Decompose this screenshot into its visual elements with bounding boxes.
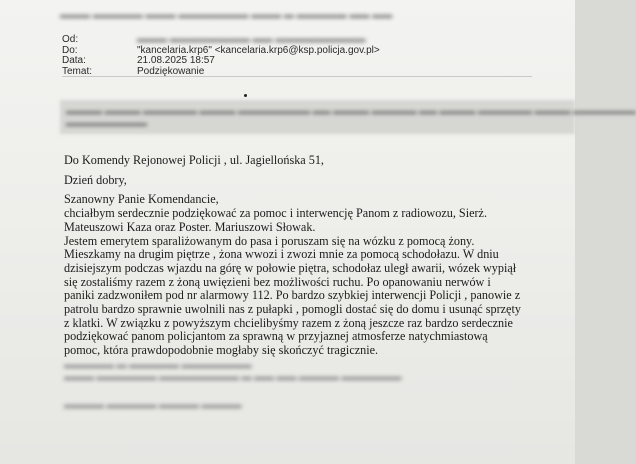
addressee-line: Do Komendy Rejonowej Policji , ul. Jagiellońska 51, xyxy=(64,153,324,167)
subject-label: Temat: xyxy=(62,65,93,77)
body-line: pomoc, która prawdopodobnie mogłaby się skończyć tragicznie. xyxy=(64,343,379,358)
speck xyxy=(244,94,247,97)
to-label: Do: xyxy=(62,44,78,56)
body-line: Jestem emerytem sparaliżowanym do pasa i poruszam się na wózku z pomocą żony. xyxy=(64,233,475,248)
body-line: Mieszkamy na drugim piętrze , żona wwozi i zwozi mnie za pomocą schodołazu. W dniu xyxy=(64,247,499,262)
body-line: chciałbym serdecznie podziękować za pomoc i interwencję Panom z radiowozu, Sierż. xyxy=(64,206,488,221)
email-header xyxy=(62,35,380,77)
date-row xyxy=(62,56,380,67)
body-line: patrolu bardzo sprawnie uwolnili nas z pułapki , pomogli dostać się do domu i usunąć sprzęty xyxy=(64,302,521,317)
redacted-signature: ▬▬▬▬▬ ▬ ▬▬▬▬▬ ▬▬▬▬▬▬▬ ▬▬▬ ▬▬▬▬▬▬ ▬▬▬▬▬▬▬▬ ▬ ▬▬ ▬▬ ▬▬▬▬ ▬▬▬▬▬▬ xyxy=(64,360,402,383)
letter-body xyxy=(64,154,569,358)
salutation-line: Szanowny Panie Komendancie, xyxy=(64,192,219,207)
redacted-footer: ▬▬▬▬ ▬▬▬▬▬ ▬▬▬▬ ▬▬▬▬ xyxy=(64,400,242,411)
body-line: podziękować panom policjantom za sprawną w przyjaznej atmosferze natychmiastową xyxy=(64,329,488,344)
greeting-line: Dzień dobry, xyxy=(64,172,127,187)
redacted-top-line: ▬▬▬ ▬▬▬▬▬ ▬▬▬ ▬▬▬▬▬▬▬ ▬▬▬ ▬ ▬▬▬▬▬ ▬▬ ▬▬ xyxy=(60,10,393,21)
from-row xyxy=(62,35,380,46)
to-value: "kancelaria.krp6" <kancelaria.krp6@ksp.policja.gov.pl> xyxy=(137,44,380,56)
from-value-redacted: ▬▬▬ ▬▬▬▬▬▬▬▬ ▬▬ ▬▬▬▬▬▬▬▬▬ xyxy=(137,34,366,45)
subject-value: Podziękowanie xyxy=(137,65,205,77)
body-line: Mateuszowi Kaza oraz Poster. Mariuszowi Słowak. xyxy=(64,219,316,234)
redacted-banner: ▬▬▬▬ ▬▬▬▬ ▬▬▬▬▬▬ ▬▬▬▬ ▬▬▬▬▬▬▬▬ ▬▬ ▬▬▬▬ ▬▬▬▬▬ ▬▬ ▬▬▬▬ ▬▬▬▬▬▬ ▬▬▬▬ ▬▬▬▬▬▬▬ ▬▬▬▬▬▬▬▬▬ xyxy=(60,100,575,134)
to-row xyxy=(62,46,380,57)
body-line: z klatki. W związku z powyższym chcielibyśmy razem z żoną jeszcze raz bardzo serdecznie xyxy=(64,315,513,330)
from-label: Od: xyxy=(62,34,79,45)
header-divider xyxy=(62,76,532,77)
body-line: dzisiejszym podczas wjazdu na górę w połowie piętra, schodołaz uległ awarii, wózek wypiął xyxy=(64,260,517,275)
date-value: 21.08.2025 18:57 xyxy=(137,55,215,66)
body-line: się zostaliśmy razem z żoną uwięzieni bez możliwości ruchu. Po opanowaniu nerwów i xyxy=(64,274,491,289)
date-label: Data: xyxy=(62,55,86,66)
body-line: paniki zadzwoniłem pod nr alarmowy 112. Po bardzo szybkiej interwencji Policji , panowie z xyxy=(64,288,521,303)
